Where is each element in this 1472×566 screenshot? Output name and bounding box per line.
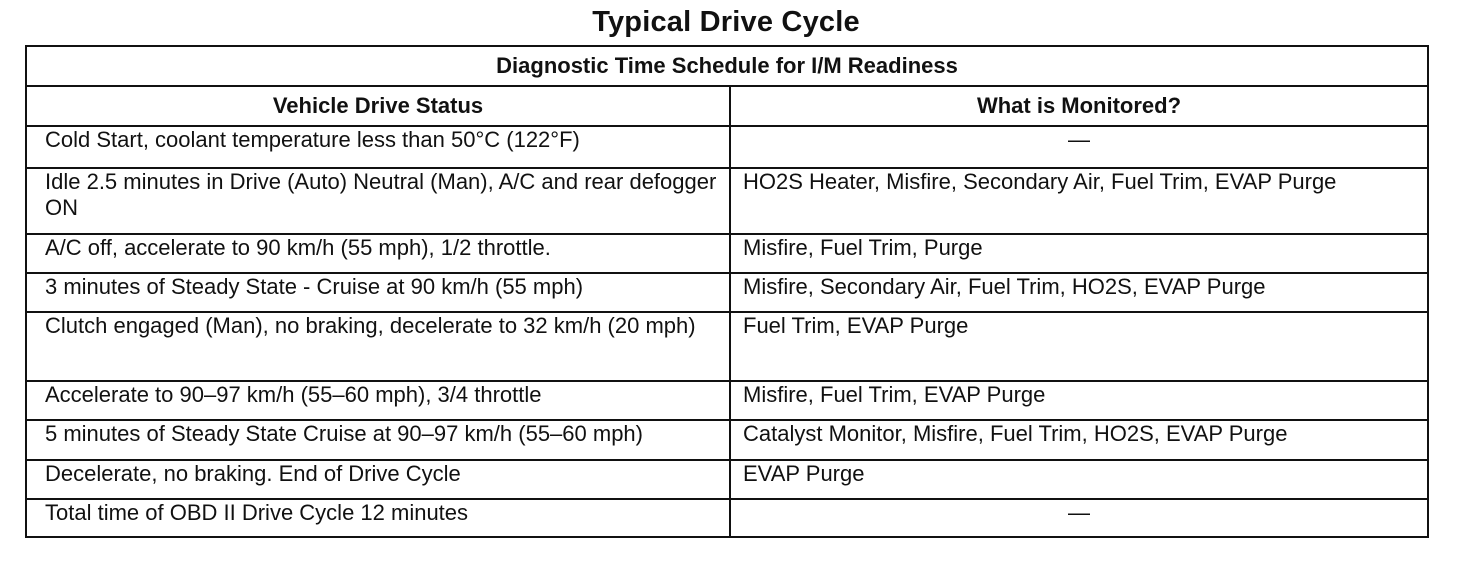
column-header-monitored: What is Monitored?	[730, 86, 1428, 126]
monitored-cell: —	[730, 499, 1428, 537]
drive-status-cell: Clutch engaged (Man), no braking, decelerate to 32 km/h (20 mph)	[26, 312, 730, 381]
drive-status-cell: Accelerate to 90–97 km/h (55–60 mph), 3/4 throttle	[26, 381, 730, 420]
monitored-cell: —	[730, 126, 1428, 168]
drive-status-cell: 3 minutes of Steady State - Cruise at 90 km/h (55 mph)	[26, 273, 730, 312]
drive-status-cell: Decelerate, no braking. End of Drive Cycle	[26, 460, 730, 499]
drive-status-cell: Total time of OBD II Drive Cycle 12 minutes	[26, 499, 730, 537]
table-header-row	[26, 86, 1428, 126]
drive-status-cell: Cold Start, coolant temperature less than 50°C (122°F)	[26, 126, 730, 168]
table-row	[26, 499, 1428, 537]
table-row	[26, 381, 1428, 420]
table-row	[26, 168, 1428, 234]
monitored-cell: Misfire, Fuel Trim, Purge	[730, 234, 1428, 273]
monitored-cell: HO2S Heater, Misfire, Secondary Air, Fuel Trim, EVAP Purge	[730, 168, 1428, 234]
monitored-cell: Misfire, Secondary Air, Fuel Trim, HO2S, EVAP Purge	[730, 273, 1428, 312]
monitored-cell: Misfire, Fuel Trim, EVAP Purge	[730, 381, 1428, 420]
drive-status-cell: A/C off, accelerate to 90 km/h (55 mph), 1/2 throttle.	[26, 234, 730, 273]
drive-status-cell: 5 minutes of Steady State Cruise at 90–97 km/h (55–60 mph)	[26, 420, 730, 460]
monitored-cell: Fuel Trim, EVAP Purge	[730, 312, 1428, 381]
column-header-drive-status: Vehicle Drive Status	[26, 86, 730, 126]
table-row	[26, 420, 1428, 460]
drive-cycle-table	[25, 45, 1429, 538]
table-caption: Diagnostic Time Schedule for I/M Readiness	[26, 46, 1428, 86]
monitored-cell: EVAP Purge	[730, 460, 1428, 499]
page-title: Typical Drive Cycle	[592, 6, 860, 38]
table-row	[26, 312, 1428, 381]
table-row	[26, 273, 1428, 312]
table-row	[26, 460, 1428, 499]
table-row	[26, 234, 1428, 273]
monitored-cell: Catalyst Monitor, Misfire, Fuel Trim, HO2S, EVAP Purge	[730, 420, 1428, 460]
table-row	[26, 126, 1428, 168]
table-caption-row	[26, 46, 1428, 86]
drive-status-cell: Idle 2.5 minutes in Drive (Auto) Neutral (Man), A/C and rear defogger ON	[26, 168, 730, 234]
